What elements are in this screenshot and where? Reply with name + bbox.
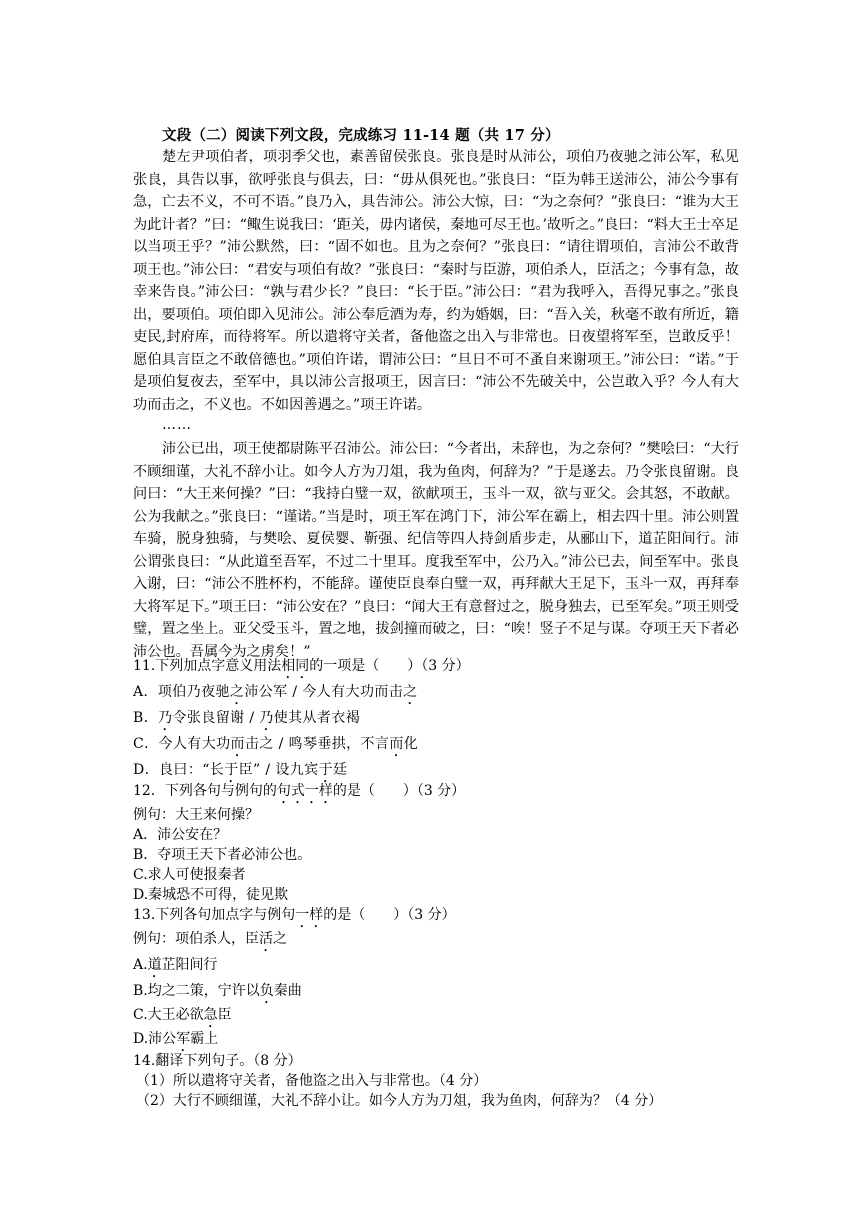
- dotted-character: 急: [203, 1007, 218, 1023]
- question-12-option-b: B．夺项王天下者必沛公也。: [133, 847, 312, 863]
- emphasis-text: 句式一样: [276, 783, 333, 799]
- question-14-stem: 14.翻译下列句子。（8 分）: [133, 1053, 302, 1069]
- dotted-character: 乃: [259, 710, 274, 726]
- passage-paragraph-2: 沛公已出，项王使都尉陈平召沛公。沛公曰：“今者出，未辞也，为之奈何？”樊哙曰：“大行不顾细谨，大礼不辞小让。如今人方为刀俎，我为鱼肉，何辞为？”于是遂去。乃令张良留谢。良问曰：“大王来何操？”曰：“我持白璧一双，欲献项王，玉斗一双，欲与亚父。会其怒，不敢献。公为我献之。”张良曰：“谨诺。”当是时，项王军在鸿门下，沛公军在霸上，相去四十里。沛公则置车骑，脱身独骑，与樊哙、夏侯婴、靳强、纪信等四人持剑盾步走，从郦山下，道芷阳间行。沛公谓张良曰：“从此道至吾军，不过二十里耳。度我至军中，公乃入。”沛公已去，间至军中。张良入谢，曰：“沛公不胜杯杓，不能辞。谨使臣良奉白璧一双，再拜献大王足下，玉斗一双，再拜奉大将军足下。”项王曰：“沛公安在？”良曰：“闻大王有意督过之，脱身独去，已至军矣。”项王则受璧，置之坐上。亚父受玉斗，置之地，拔剑撞而破之，曰：“唉！竖子不足与谋。夺项王天下者必沛公也。吾属今为之虏矣！”: [133, 441, 739, 660]
- question-11-stem: 11.下列加点字意义用法相同的一项是（ ）（3 分）: [133, 658, 470, 674]
- dotted-character: 之: [403, 684, 418, 700]
- dotted-character: 道: [147, 957, 162, 973]
- dotted-character: 而: [230, 736, 245, 752]
- question-13-example: 例句：项伯杀人，臣活之: [133, 931, 287, 947]
- question-12-option-c: C.求人可使报秦者: [133, 867, 246, 883]
- question-13-option-b: B.均之二策，宁许以负秦曲: [133, 983, 302, 999]
- question-12-stem: 12．下列各句与例句的句式一样的是（ ）（3 分）: [133, 783, 466, 799]
- question-11-option-b: B．乃令张良留谢 / 乃使其从者衣褐: [133, 710, 361, 726]
- dotted-character: 活: [259, 931, 273, 947]
- question-12-example: 例句：大王来何操？: [133, 807, 259, 823]
- section-heading: 文段（二）阅读下列文段，完成练习 11-14 题（共 17 分）: [162, 127, 560, 144]
- question-12-option-d: D.秦城恐不可得，徒见欺: [133, 887, 289, 903]
- dotted-character: 于: [318, 762, 333, 778]
- question-14-item-1: （1）所以遣将守关者，备他盗之出入与非常也。（4 分）: [136, 1073, 488, 1089]
- question-11-option-c: C．今人有大功而击之 / 鸣琴垂拱，不言而化: [133, 736, 419, 752]
- question-13-option-c: C.大王必欲急臣: [133, 1007, 232, 1023]
- question-13-option-a: A.道芷阳间行: [133, 957, 218, 973]
- question-12-option-a: A．沛公安在？: [133, 827, 228, 843]
- dotted-character: 军: [176, 1031, 191, 1047]
- dotted-character: 之: [229, 684, 245, 700]
- dotted-character: 乃: [158, 710, 173, 726]
- emphasis-text: 相同: [281, 658, 310, 674]
- question-13-stem: 13.下列各句加点字与例句一样的是（ ）（3 分）: [133, 907, 456, 923]
- question-13-option-d: D.沛公军霸上: [133, 1031, 219, 1047]
- dotted-character: 而: [389, 736, 404, 752]
- question-11-option-a: A．项伯乃夜驰之沛公军 / 今人有大功而击之: [133, 684, 418, 700]
- question-11-option-d: D．良曰：“长于臣” / 设九宾于廷: [133, 762, 348, 778]
- dotted-character: 于: [224, 762, 239, 778]
- emphasis-text: 一样: [295, 907, 324, 923]
- dotted-character: 负: [259, 983, 274, 999]
- question-14-item-2: （2）大行不顾细谨，大礼不辞小让。如今人方为刀俎，我为鱼肉，何辞为？（4 分）: [136, 1093, 663, 1109]
- passage-paragraph-1: 楚左尹项伯者，项羽季父也，素善留侯张良。张良是时从沛公，项伯乃夜驰之沛公军，私见张良，具告以事，欲呼张良与俱去，曰：“毋从俱死也。”张良曰：“臣为韩王送沛公，沛公今事有急，亡去不义，不可不语。”良乃入，具告沛公。沛公大惊，曰：“为之奈何？”张良曰：“谁为大王为此计者？”曰：“鲰生说我曰：‘距关，毋内诸侯，秦地可尽王也。’故听之。”良曰：“料大王士卒足以当项王乎？”沛公默然，曰：“固不如也。且为之奈何？”张良曰：“请往谓项伯，言沛公不敢背项王也。”沛公曰：“君安与项伯有故？”张良曰：“秦时与臣游，项伯杀人，臣活之；今事有急，故幸来告良。”沛公曰：“孰与君少长？”良曰：“长于臣。”沛公曰：“君为我呼入，吾得兄事之。”张良出，要项伯。项伯即入见沛公。沛公奉卮酒为寿，约为婚姻，曰：“吾入关，秋毫不敢有所近，籍吏民,封府库，而待将军。所以遣将守关者，备他盗之出入与非常也。日夜望将军至，岂敢反乎！愿伯具言臣之不敢倍德也。”项伯许诺，谓沛公曰：“旦日不可不蚤自来谢项王。”沛公曰：“诺。”于是项伯复夜去，至军中，具以沛公言报项王，因言曰：“沛公不先破关中，公岂敢入乎？今人有大功而击之，不义也。不如因善遇之。”项王许诺。: [133, 149, 739, 413]
- passage-ellipsis: ……: [162, 417, 192, 433]
